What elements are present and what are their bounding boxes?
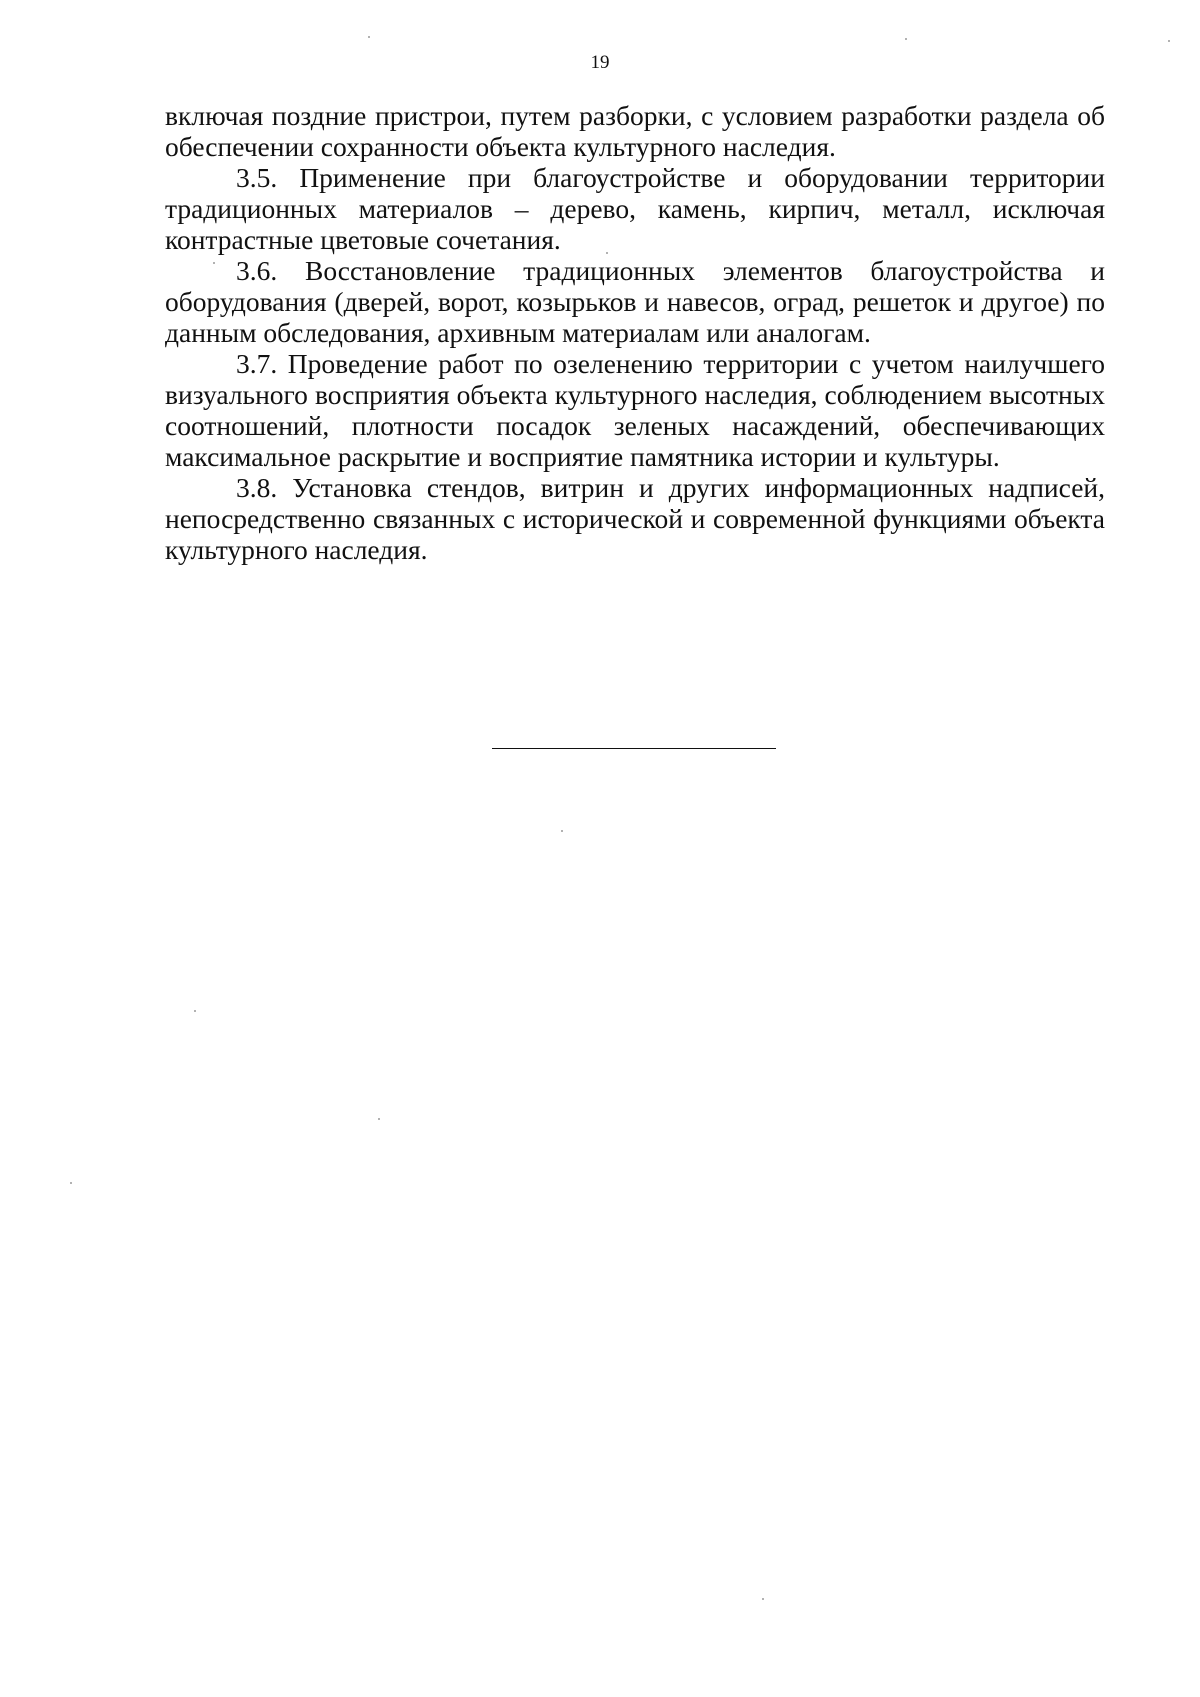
paragraph-3-8: 3.8. Установка стендов, витрин и других информационных надписей, непосредственно связанных с исторической и современной функциями объекта культурного наследия. xyxy=(165,472,1105,565)
scan-speck xyxy=(561,830,563,832)
scan-speck xyxy=(905,38,907,40)
end-of-document-rule xyxy=(492,748,776,749)
scan-speck xyxy=(70,1182,72,1184)
paragraph-3-7: 3.7. Проведение работ по озеленению территории с учетом наилучшего визуального восприятия объекта культурного наследия, соблюдением высотных соотношений, плотности посадок зеленых насаждений, обеспечивающих максимальное раскрытие и восприятие памятника истории и культуры. xyxy=(165,348,1105,472)
scan-speck xyxy=(194,1010,196,1012)
scan-speck xyxy=(606,252,608,254)
scan-speck xyxy=(1168,40,1170,42)
paragraph-3-6: 3.6. Восстановление традиционных элементов благоустройства и оборудования (дверей, ворот, козырьков и навесов, оград, решеток и другое) по данным обследования, архивным материалам или аналогам. xyxy=(165,255,1105,348)
scan-speck xyxy=(378,1118,380,1120)
paragraph-continuation: включая поздние пристрои, путем разборки, с условием разработки раздела об обеспечении сохранности объекта культурного наследия. xyxy=(165,100,1105,162)
document-body xyxy=(165,100,1105,565)
page-number: 19 xyxy=(590,52,610,73)
scan-speck xyxy=(213,262,215,264)
scan-speck xyxy=(368,36,370,38)
scan-speck xyxy=(762,1598,764,1600)
paragraph-3-5: 3.5. Применение при благоустройстве и оборудовании территории традиционных материалов – дерево, камень, кирпич, металл, исключая контрастные цветовые сочетания. xyxy=(165,162,1105,255)
